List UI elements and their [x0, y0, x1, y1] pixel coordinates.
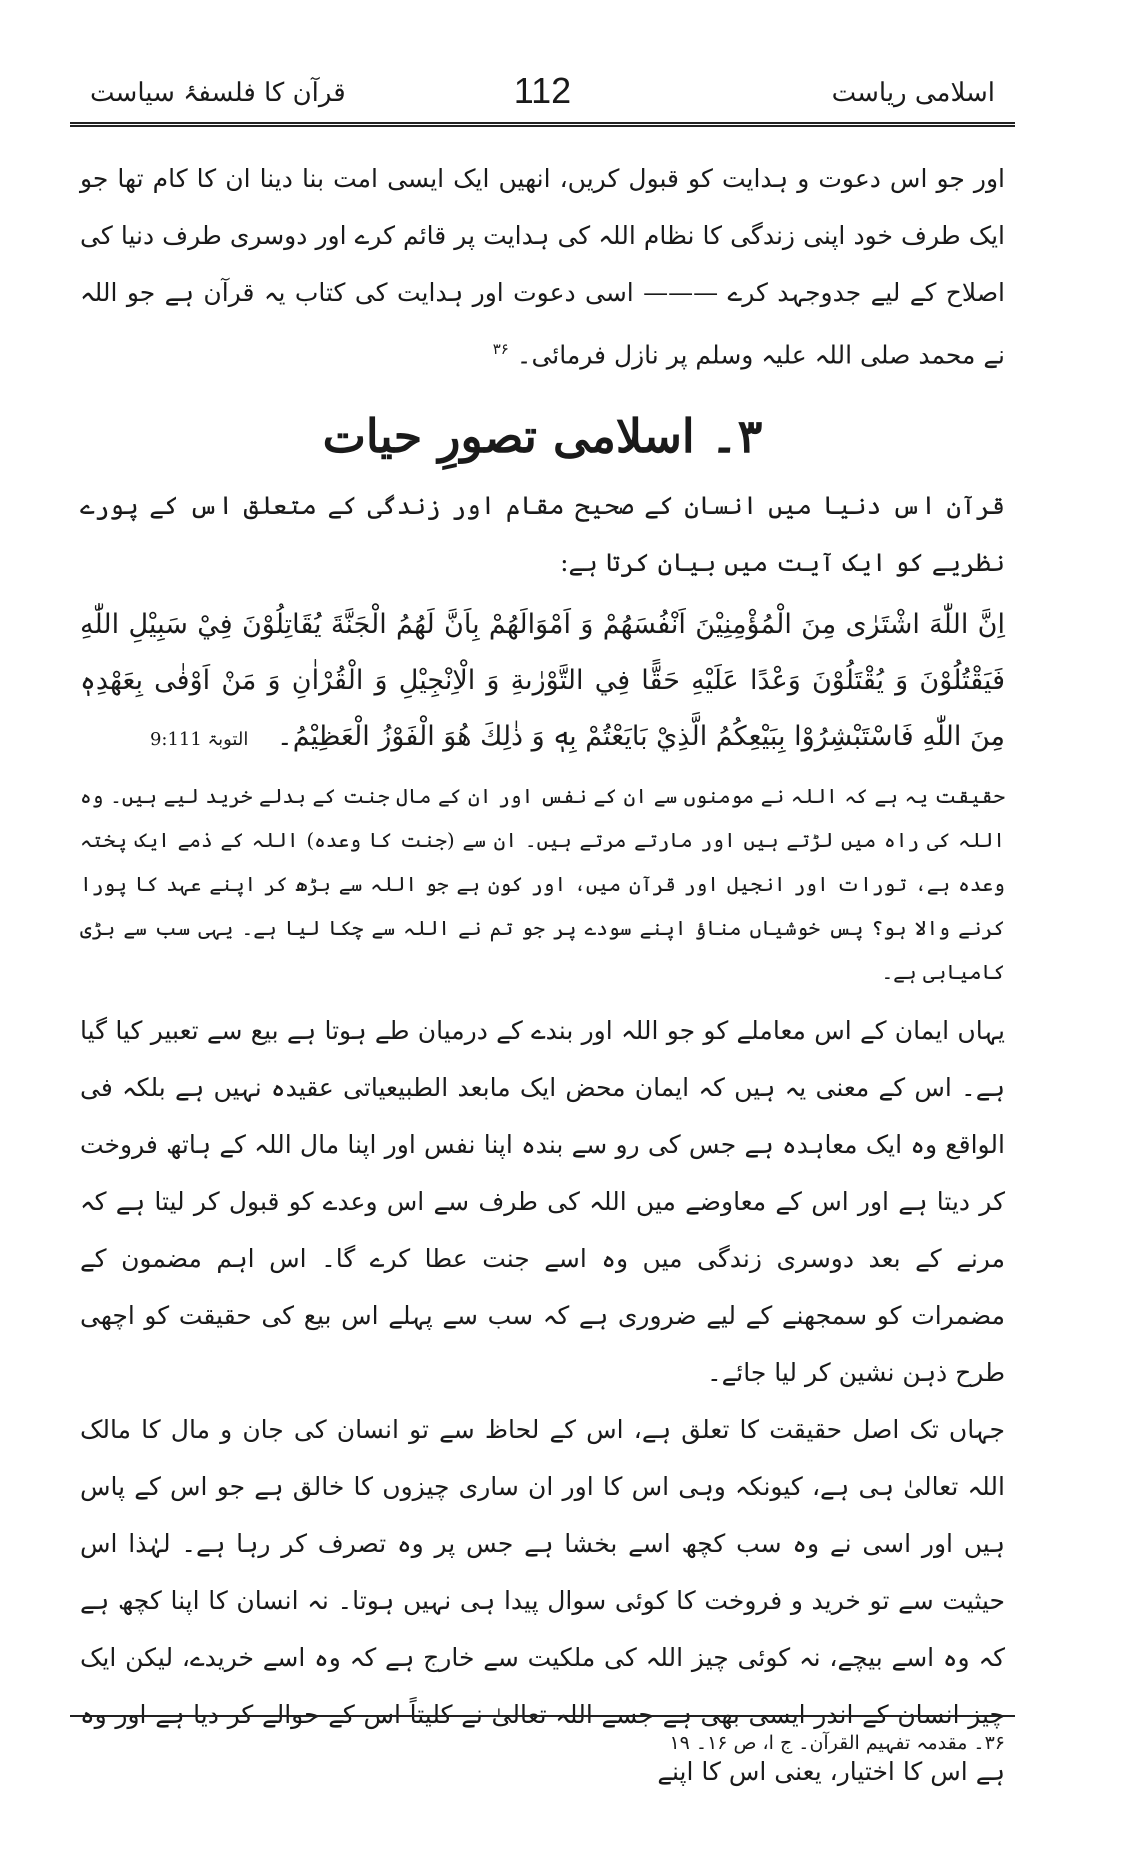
body-paragraph: یہاں ایمان کے اس معاملے کو جو اللہ اور بندے کے درمیان طے ہوتا ہے بیع سے تعبیر کیا گیا ہے۔ اس کے معنی یہ ہیں کہ ایمان محض ایک مابعد الطبیعیاتی عقیدہ نہیں ہے بلکہ فی الواقع وہ ایک معاہدہ ہے جس کی رو سے بندہ اپنا نفس اور اپنا مال اللہ کے ہاتھ فروخت کر دیتا ہے اور اس کے معاوضے میں اللہ کی طرف سے اس وعدے کو قبول کر لیتا ہے کہ مرنے کے بعد دوسری زندگی میں وہ اسے جنت عطا کرے گا۔ اس اہم مضمون کے مضمرات کو سمجھنے کے لیے ضروری ہے کہ سب سے پہلے اس بیع کی حقیقت کو اچھی طرح ذہن نشین کر لیا جائے۔ [80, 1016, 1005, 1388]
page-body [80, 150, 1005, 1800]
verse-translation: حقیقت یہ ہے کہ اللہ نے مومنوں سے ان کے نفس اور ان کے مال جنت کے بدلے خرید لیے ہیں۔ وہ اللہ کی راہ میں لڑتے ہیں اور مارتے مرتے ہیں۔ ان سے (جنت کا وعدہ) اللہ کے ذمے ایک پختہ وعدہ ہے، تورات اور انجیل اور قرآن میں، اور کون ہے جو اللہ سے بڑھ کر اپنے عہد کا پورا کرنے والا ہو؟ پس خوشیاں مناؤ اپنے سودے پر جو تم نے اللہ سے چکا لیا ہے۔ یہی سب سے بڑی کامیابی ہے۔ [80, 784, 1005, 985]
intro-text: اور جو اس دعوت و ہدایت کو قبول کریں، انھیں ایک ایسی امت بنا دینا ان کا کام تھا جو ایک طرف خود اپنی زندگی کا نظام اللہ کی ہدایت پر قائم کرے اور دوسری طرف دنیا کی اصلاح کے لیے جدوجہد کرے ——— اسی دعوت اور ہدایت کی کتاب یہ قرآن ہے جو اللہ نے محمد صلی اللہ علیہ وسلم پر نازل فرمائی۔ [80, 164, 1006, 370]
quran-verse [80, 597, 1005, 768]
page-number: 112 [513, 70, 572, 111]
body-paragraph: جہاں تک اصل حقیقت کا تعلق ہے، اس کے لحاظ سے تو انسان کی جان و مال کا مالک اللہ تعالیٰ ہی ہے، کیونکہ وہی اس کا اور ان ساری چیزوں کا خالق ہے جو اس کے پاس ہیں اور اسی نے وہ سب کچھ اسے بخشا ہے جس پر وہ تصرف کر رہا ہے۔ لہٰذا اس حیثیت سے تو خرید و فروخت کا کوئی سوال پیدا ہی نہیں ہوتا۔ نہ انسان کا اپنا کچھ ہے کہ وہ اسے بیچے، نہ کوئی چیز اللہ کی ملکیت سے خارج ہے کہ وہ اسے خریدے، لیکن ایک چیز انسان کے اندر ایسی بھی ہے جسے اللہ تعالیٰ نے کلیتاً اس کے حوالے کر دیا ہے اور وہ ہے اس کا اختیار، یعنی اس کا اپنے [80, 1415, 1005, 1787]
chapter-title: اسلامی ریاست [831, 78, 995, 108]
book-page [70, 60, 1015, 1787]
book-title: قرآن کا فلسفۂ سیاست [90, 78, 346, 108]
section-lead: قرآن اس دنیا میں انسان کے صحیح مقام اور زندگی کے متعلق اس کے پورے نظریے کو ایک آیت میں بیان کرتا ہے: [80, 491, 1005, 578]
footnote: ۳۶۔ مقدمہ تفہیم القرآن۔ ج ا، ص ۱۶۔ ۱۹ [669, 1732, 1005, 1754]
footnote-ref: ۳۶ [492, 340, 509, 358]
verse-text: اِنَّ اللّٰهَ اشْتَرٰى مِنَ الْمُؤْمِنِيْنَ اَنْفُسَهُمْ وَ اَمْوَالَهُمْ بِاَنَّ لَهُمُ الْجَنَّةَ يُقَاتِلُوْنَ فِيْ سَبِيْلِ اللّٰهِ فَيَقْتُلُوْنَ وَ يُقْتَلُوْنَ وَعْدًا عَلَيْهِ حَقًّا فِي التَّوْرٰىةِ وَ الْاِنْجِيْلِ وَ الْقُرْاٰنِ وَ مَنْ اَوْفٰى بِعَهْدِهٖ مِنَ اللّٰهِ فَاسْتَبْشِرُوْا بِبَيْعِكُمُ الَّذِيْ بَايَعْتُمْ بِهٖ وَ ذٰلِكَ هُوَ الْفَوْزُ الْعَظِيْمُ۔ [80, 609, 1005, 753]
verse-reference: التوبۃ 9:111 [149, 729, 249, 751]
header-divider [70, 122, 1015, 127]
page-header [70, 70, 1015, 130]
intro-paragraph [80, 150, 1005, 383]
section-heading: ۳۔ اسلامی تصورِ حیات [322, 409, 763, 464]
footnote-divider [70, 1715, 1015, 1717]
